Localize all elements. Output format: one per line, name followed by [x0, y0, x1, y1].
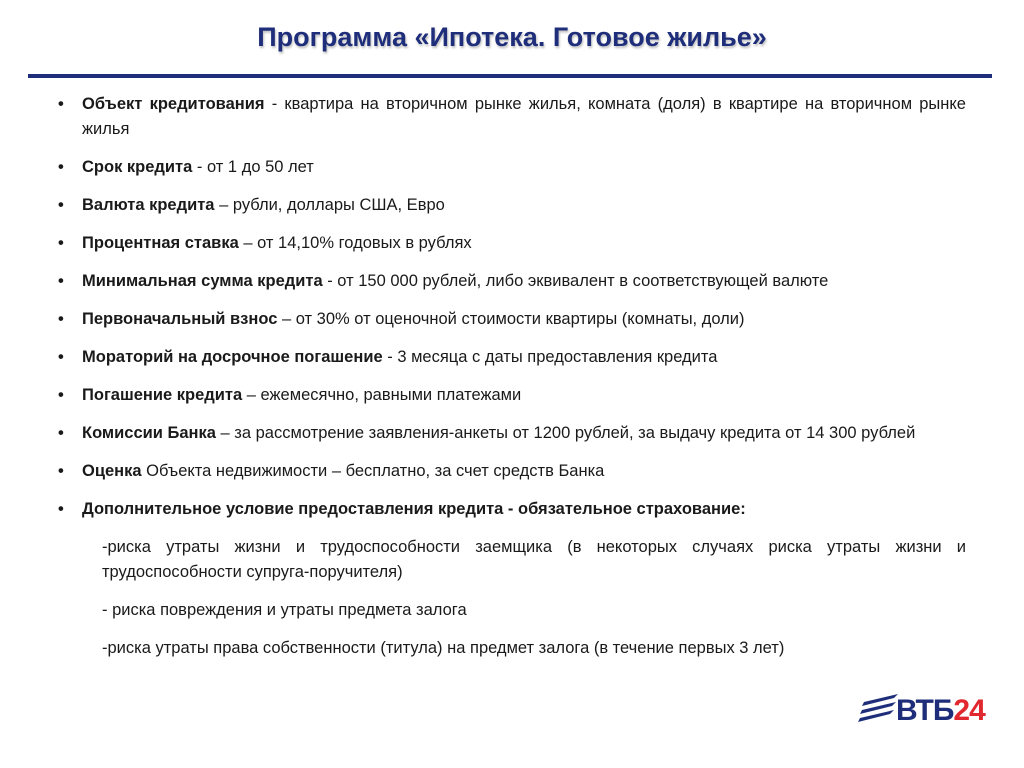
bullet-icon: •: [58, 158, 64, 176]
term-text: – рубли, доллары США, Евро: [214, 196, 445, 214]
term-text: – от 30% от оценочной стоимости квартиры (комнаты, доли): [277, 310, 745, 328]
term-label: Валюта кредита: [82, 196, 215, 214]
list-item: [56, 231, 966, 256]
list-item: [56, 269, 966, 294]
list-item: [56, 345, 966, 370]
term-label: Оценка: [82, 462, 142, 480]
insurance-item: - риска повреждения и утраты предмета залога: [102, 601, 467, 619]
term-label: Процентная ставка: [82, 234, 239, 252]
term-label: Комиссии Банка: [82, 424, 216, 442]
bullet-icon: •: [58, 272, 64, 290]
term-text: - 3 месяца с даты предоставления кредита: [382, 348, 718, 366]
bullet-icon: •: [58, 386, 64, 404]
logo-text-main: ВТБ: [896, 694, 954, 727]
term-label: Погашение кредита: [82, 386, 243, 404]
bullet-icon: •: [58, 348, 64, 366]
page-title: Программа «Ипотека. Готовое жилье»: [257, 22, 767, 52]
term-text: - от 1 до 50 лет: [192, 158, 314, 176]
logo-text: [896, 694, 985, 728]
bullet-icon: •: [58, 500, 64, 518]
title-divider: [28, 74, 992, 78]
term-label: Объект кредитования: [82, 95, 265, 113]
term-label: Минимальная сумма кредита: [82, 272, 323, 290]
terms-list: [56, 92, 966, 522]
list-item: [56, 497, 966, 522]
bullet-icon: •: [58, 234, 64, 252]
term-text: Объекта недвижимости – бесплатно, за счет средств Банка: [141, 462, 605, 480]
list-item: [56, 155, 966, 180]
term-text: – ежемесячно, равными платежами: [242, 386, 522, 404]
term-text: – от 14,10% годовых в рублях: [238, 234, 472, 252]
list-item: [56, 307, 966, 332]
list-item: [56, 383, 966, 408]
bullet-icon: •: [58, 424, 64, 442]
term-text: – за рассмотрение заявления-анкеты от 1200 рублей, за выдачу кредита от 14 300 рублей: [215, 424, 916, 442]
term-label: Срок кредита: [82, 158, 193, 176]
term-text: - от 150 000 рублей, либо эквивалент в соответствующей валюте: [322, 272, 829, 290]
list-item: [56, 92, 966, 142]
list-item: [56, 421, 966, 446]
list-item: [56, 459, 966, 484]
term-label: Дополнительное условие предоставления кредита - обязательное страхование:: [82, 500, 746, 518]
insurance-item: -риска утраты жизни и трудоспособности заемщика (в некоторых случаях риска утраты жизни и трудоспособности супруга-поручителя): [102, 538, 966, 581]
bullet-icon: •: [58, 95, 64, 113]
logo-text-accent: 24: [953, 694, 985, 727]
term-text: - квартира на вторичном рынке жилья, комната (доля) в квартире на вторичном рынке жилья: [82, 95, 966, 138]
bullet-icon: •: [58, 196, 64, 214]
content: [56, 92, 966, 674]
term-label: Первоначальный взнос: [82, 310, 278, 328]
bullet-icon: •: [58, 462, 64, 480]
vtb24-logo: [858, 688, 998, 732]
list-item: [56, 193, 966, 218]
insurance-item: -риска утраты права собственности (титула) на предмет залога (в течение первых 3 лет): [102, 639, 785, 657]
term-label: Мораторий на досрочное погашение: [82, 348, 383, 366]
bullet-icon: •: [58, 310, 64, 328]
